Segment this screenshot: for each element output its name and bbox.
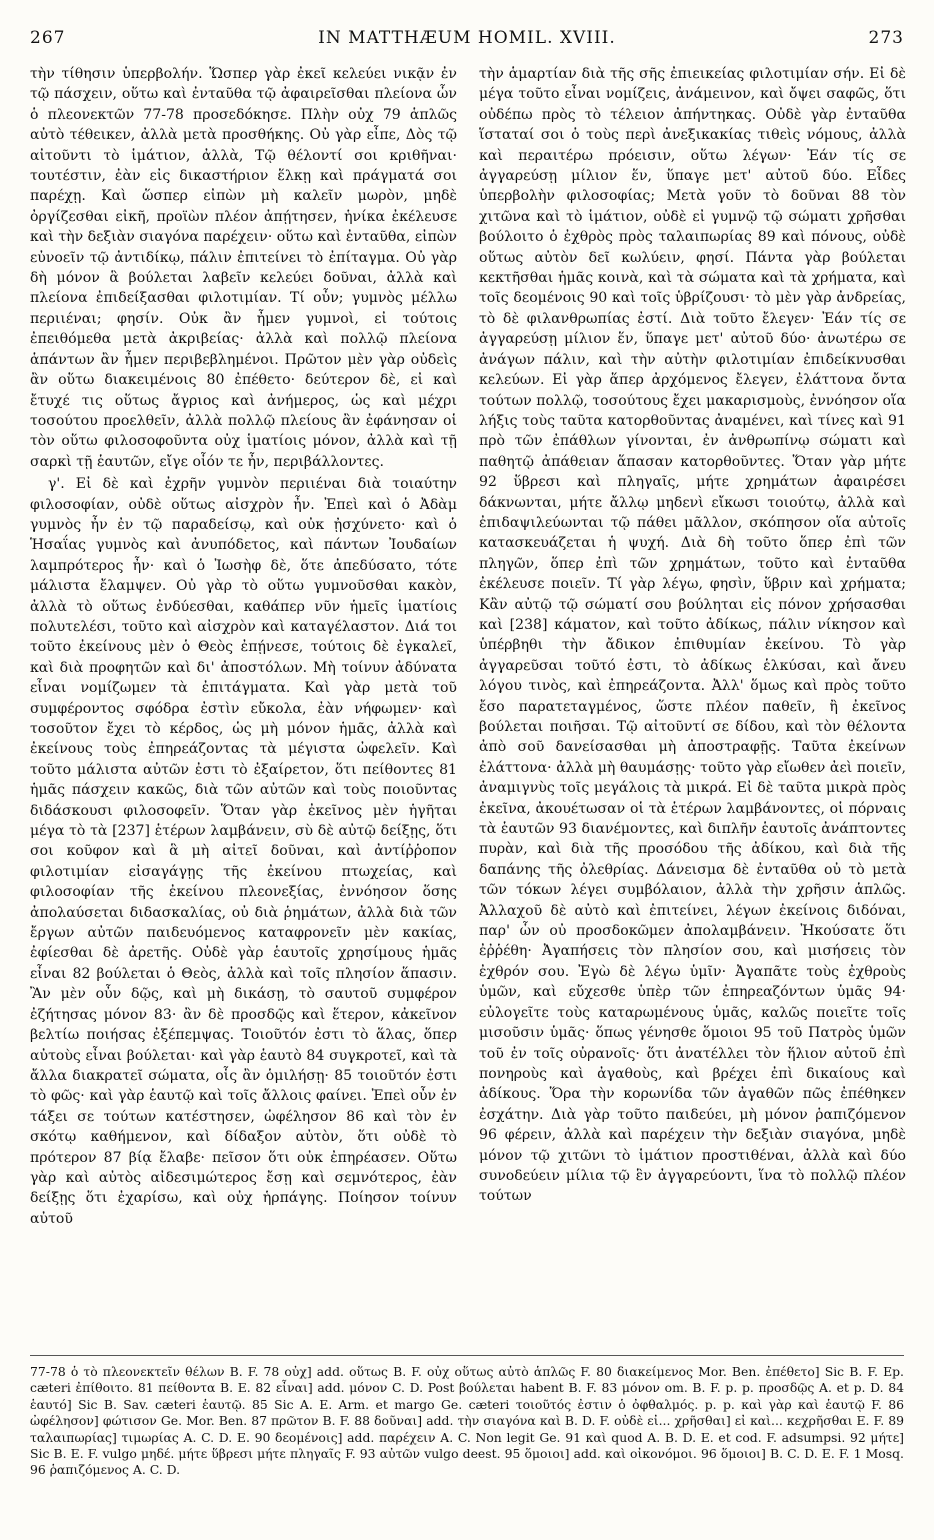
footnotes — [30, 1355, 904, 1539]
left-column — [30, 64, 457, 1319]
footnote-text: 77-78 ὁ τὸ πλεονεκτεῖν θέλων B. F. 78 οὐχ] add. οὕτως B. F. οὐχ οὕτως αὐτὸ ἁπλῶς F. 80 διακείμενος Mor. Ben. ἐπέθετο] Sic B. F. Ep. cæteri ἐπίθοιτο. 81 πείθοντα B. E. 82 εἶναι] add. μόνον C. D. Post βούλεται habent B. F. 83 μόνον om. B. F. p. p. προσδῷς A. et p. D. 84 ἑαυτό] Sic B. Sav. cæteri ἑαυτῷ. 85 Sic A. E. Arm. et margo Ge. cæteri τοιοῦτός ἐστιν ὁ ὀφθαλμός. p. p. καὶ γὰρ καὶ ἑαυτῷ F. 86 ὠφέλησον] φώτισον Ge. Mor. Ben. 87 πρῶτον B. F. 88 δοῦναι] add. τὴν σιαγόνα καὶ B. D. F. οὐδὲ εἰ... χρῆσθαι] εἰ καὶ... κεχρῆσθαι E. F. 89 ταλαιπωρίας] τιμωρίας A. C. D. E. 90 δεομένοις] add. παρέχειν A. C. Non legit Ge. 91 καὶ quod A. B. D. E. et cod. F. adsumpsi. 92 μήτε] Sic B. E. F. vulgo μηδέ. μήτε ὕβρεσι μήτε πληγαῖς F. 93 αὐτῶν vulgo deest. 95 ὅμοιοι] add. καὶ οἰκονόμοι. 96 ὅμοιοι] B. C. D. E. F. 1 Mosq. 96 ῥαπιζόμενος A. C. D. — [30, 1364, 904, 1478]
page-number-right: 273 — [868, 28, 904, 48]
paragraph: τὴν τίθησιν ὑπερβολήν. Ὥσπερ γὰρ ἐκεῖ κελεύει νικᾷν ἐν τῷ πάσχειν, οὕτω καὶ ἐνταῦθα τῷ ἀφαιρεῖσθαι πλείονα ὧν ὁ πλεονεκτῶν 77-78 προσεδόκησε. Πλὴν οὐχ 79 ἁπλῶς αὐτὸ τέθεικεν, ἀλλὰ μετὰ προσθήκης. Οὐ γὰρ εἶπε, Δὸς τῷ αἰτοῦντι τὸ ἱμάτιον, ἀλλὰ, Τῷ θέλοντί σοι κριθῆναι· τουτέστιν, ἐὰν εἰς δικαστήριον ἕλκῃ καὶ πράγματά σοι παρέχῃ. Καὶ ὥσπερ εἰπὼν μὴ καλεῖν μωρὸν, μηδὲ ὀργίζεσθαι εἰκῆ, προϊὼν πλέον ἀπῄτησεν, ἡνίκα ἐκέλευσε καὶ τὴν δεξιὰν σιαγόνα παρέχειν· οὕτω καὶ ἐνταῦθα, εἰπὼν εὐνοεῖν τῷ ἀντιδίκῳ, πάλιν ἐπιτείνει τὸ ἐπίταγμα. Οὐ γὰρ δὴ μόνον ἃ βούλεται λαβεῖν κελεύει δοῦναι, ἀλλὰ καὶ πλείονα ἐπιδείξασθαι φιλοτιμίαν. Τί οὖν; γυμνὸς μέλλω περιιέναι; φησίν. Οὐκ ἂν ἦμεν γυμνοὶ, εἰ τούτοις ἐπειθόμεθα μετὰ ἀκριβείας· ἀλλὰ καὶ πολλῷ πλείονα ἁπάντων ἂν ἦμεν περιβεβλημένοι. Πρῶτον μὲν γὰρ οὐδεὶς ἂν οὕτω διακειμένοις 80 ἐπέθετο· δεύτερον δὲ, εἰ καὶ ἔτυχέ τις οὕτως ἄγριος καὶ ἀνήμερος, ὡς καὶ μέχρι τοσούτου προελθεῖν, ἀλλὰ πολλῷ πλείους ἂν ἐφάνησαν οἱ τὸν οὕτω φιλοσοφοῦντα οὐχ ἱματίοις μόνον, ἀλλὰ καὶ τῇ σαρκὶ τῇ ἑαυτῶν, εἴγε οἷόν τε ἦν, περιβάλλοντες. — [30, 66, 457, 470]
right-column — [479, 64, 906, 1319]
paragraph: τὴν ἁμαρτίαν διὰ τῆς σῆς ἐπιεικείας φιλοτιμίαν σήν. Εἰ δὲ μέγα τοῦτο εἶναι νομίζεις, ἀνάμεινον, καὶ ὄψει σαφῶς, ὅτι οὐδέπω πρὸς τὸ τέλειον ἀπήντηκας. Οὐδὲ γὰρ ἐνταῦθα ἵσταταί σοι ὁ τοὺς περὶ ἀνεξικακίας τιθεὶς νόμους, ἀλλὰ καὶ περαιτέρω πρόεισιν, οὕτω λέγων· Ἐάν τίς σε ἀγγαρεύσῃ μίλιον ἕν, ὕπαγε μετ' αὐτοῦ δύο. Εἶδες ὑπερβολὴν φιλοσοφίας; Μετὰ γοῦν τὸ δοῦναι 88 τὸν χιτῶνα καὶ τὸ ἱμάτιον, οὐδὲ εἰ γυμνῷ τῷ σώματι χρῆσθαι βούλοιτο ὁ ἐχθρὸς πρὸς ταλαιπωρίας 89 καὶ πόνους, οὐδὲ οὕτως αὐτὸν δεῖ κωλύειν, φησί. Πάντα γὰρ βούλεται κεκτῆσθαι ἡμᾶς κοινὰ, καὶ τὰ σώματα καὶ τὰ χρήματα, καὶ τοῖς δεομένοις 90 καὶ τοῖς ὑβρίζουσι· τὸ μὲν γὰρ ἀνδρείας, τὸ δὲ φιλανθρωπίας ἐστί. Διὰ τοῦτο ἔλεγεν· Ἐάν τίς σε ἀγγαρεύσῃ μίλιον ἕν, ὕπαγε μετ' αὐτοῦ δύο· ἀνωτέρω σε ἀνάγων πάλιν, καὶ τὴν αὐτὴν φιλοτιμίαν ἐπιδείκνυσθαι κελεύων. Εἰ γὰρ ἅπερ ἀρχόμενος ἔλεγεν, ἐλάττονα ὄντα τούτων πολλῷ, τοσούτους ἔχει μακαρισμοὺς, ἐννόησον οἵα λήξις τοὺς ταῦτα κατορθοῦντας ἀναμένει, καὶ τίνες καὶ 91 πρὸ τῶν ἐπάθλων γίνονται, ἐν ἀνθρωπίνῳ σώματι καὶ παθητῷ ἀπάθειαν ἅπασαν κατορθοῦντες. Ὅταν γὰρ μήτε 92 ὕβρεσι καὶ πληγαῖς, μήτε χρημάτων ἀφαιρέσει δάκνωνται, μήτε ἄλλῳ μηδενὶ εἴκωσι τοιούτῳ, ἀλλὰ καὶ ἐπιδαψιλεύωνται τῷ πάθει μᾶλλον, σκόπησον οἵα αὐτοῖς κατασκευάζεται ἡ ψυχή. Διὰ δὴ τοῦτο ὅπερ ἐπὶ τῶν πληγῶν, ὅπερ ἐπὶ τῶν χρημάτων, τοῦτο καὶ ἐνταῦθα ἐκέλευσε ποιεῖν. Τί γὰρ λέγω, φησὶν, ὕβριν καὶ χρήματα; Κἂν αὐτῷ τῷ σώματί σου βούληται εἰς πόνον χρήσασθαι καὶ [238] κάματον, καὶ τοῦτο ἀδίκως, πάλιν νίκησον καὶ ὑπέρβηθι τὴν ἄδικον ἐπιθυμίαν ἐκείνου. Τὸ γὰρ ἀγγαρεῦσαι τοῦτό ἐστι, τὸ ἀδίκως ἑλκύσαι, καὶ ἄνευ λόγου τινὸς, καὶ ἐπηρεάζοντα. Ἀλλ' ὅμως καὶ πρὸς τοῦτο ἔσο παρατεταγμένος, ὥστε πλέον παθεῖν, ἢ ἐκεῖνος βούλεται ποιῆσαι. Τῷ αἰτοῦντί σε δίδου, καὶ τὸν θέλοντα ἀπὸ σοῦ δανείσασθαι μὴ ἀποστραφῇς. Ταῦτα ἐκείνων ἐλάττονα· ἀλλὰ μὴ θαυμάσῃς· τοῦτο γὰρ εἴωθεν ἀεὶ ποιεῖν, ἀναμιγνὺς τοῖς μεγάλοις τὰ μικρά. Εἰ δὲ ταῦτα μικρὰ πρὸς ἐκεῖνα, ἀκουέτωσαν οἱ τὰ ἑτέρων λαμβάνοντες, οἱ πόρναις τὰ ἑαυτῶν 93 διανέμοντες, καὶ διπλῆν ἑαυτοῖς ἀνάπτοντες πυρὰν, καὶ διὰ τῆς προσόδου τῆς ἀδίκου, καὶ διὰ τῆς δαπάνης τῆς ὀλεθρίας. Δάνεισμα δὲ ἐνταῦθα οὐ τὸ μετὰ τῶν τόκων λέγει συμβόλαιον, ἀλλὰ τὴν χρῆσιν ἁπλῶς. Ἀλλαχοῦ δὲ αὐτὸ καὶ ἐπιτείνει, λέγων ἐκείνοις διδόναι, παρ' ὧν οὐ προσδοκῶμεν ἀπολαμβάνειν. Ἠκούσατε ὅτι ἐῤῥέθη· Ἀγαπήσεις τὸν πλησίον σου, καὶ μισήσεις τὸν ἐχθρόν σου. Ἐγὼ δὲ λέγω ὑμῖν· Ἀγαπᾶτε τοὺς ἐχθροὺς ὑμῶν, καὶ εὔχεσθε ὑπὲρ τῶν ἐπηρεαζόντων ὑμᾶς 94· εὐλογεῖτε τοὺς καταρωμένους ὑμᾶς, καλῶς ποιεῖτε τοῖς μισοῦσιν ὑμᾶς· ὅπως γένησθε ὅμοιοι 95 τοῦ Πατρὸς ὑμῶν τοῦ ἐν τοῖς οὐρανοῖς· ὅτι ἀνατέλλει τὸν ἥλιον αὐτοῦ ἐπὶ πονηροὺς καὶ ἀγαθοὺς, καὶ βρέχει ἐπὶ δικαίους καὶ ἀδίκους. Ὅρα τὴν κορωνίδα τῶν ἀγαθῶν πῶς ἐπέθηκεν ἐσχάτην. Διὰ γὰρ τοῦτο παιδεύει, μὴ μόνον ῥαπιζόμενον 96 φέρειν, ἀλλὰ καὶ παρέχειν τὴν δεξιὰν σιαγόνα, μηδὲ μόνον τῷ χιτῶνι τὸ ἱμάτιον προστιθέναι, ἀλλὰ καὶ δύο συνοδεύειν μίλια τῷ ἓν ἀγγαρεύοντι, ἵνα τὸ πολλῷ πλέον τούτων — [479, 66, 906, 1205]
text-columns — [30, 64, 906, 1319]
paragraph: γ'. Εἰ δὲ καὶ ἐχρῆν γυμνὸν περιιέναι διὰ τοιαύτην φιλοσοφίαν, οὐδὲ οὕτως αἰσχρὸν ἦν. Ἐπεὶ καὶ ὁ Ἀδὰμ γυμνὸς ἦν ἐν τῷ παραδείσῳ, καὶ οὐκ ᾐσχύνετο· καὶ ὁ Ἡσαΐας γυμνὸς καὶ ἀνυπόδετος, καὶ πάντων Ἰουδαίων λαμπρότερος ἦν· καὶ ὁ Ἰωσὴφ δὲ, ὅτε ἀπεδύσατο, τότε μάλιστα ἔλαμψεν. Οὐ γὰρ τὸ οὕτω γυμνοῦσθαι κακὸν, ἀλλὰ τὸ οὕτως ἐνδύεσθαι, καθάπερ νῦν ἡμεῖς ἱματίοις πολυτελέσι, τοῦτο καὶ αἰσχρὸν καὶ καταγέλαστον. Διά τοι τοῦτο ἐκείνους μὲν ὁ Θεὸς ἐπῄνεσε, τούτοις δὲ ἐγκαλεῖ, καὶ διὰ προφητῶν καὶ δι' ἀποστόλων. Μὴ τοίνυν ἀδύνατα εἶναι νομίζωμεν τὰ ἐπιτάγματα. Καὶ γὰρ μετὰ τοῦ συμφέροντος σφόδρα ἐστὶν εὔκολα, ἐὰν νήφωμεν· καὶ τοσοῦτον ἔχει τὸ κέρδος, ὡς μὴ μόνον ἡμᾶς, ἀλλὰ καὶ ἐκείνους τοὺς ἐπηρεάζοντας τὰ μέγιστα ὠφελεῖν. Καὶ τοῦτο μάλιστα αὐτῶν ἐστι τὸ ἐξαίρετον, ὅτι πείθοντες 81 ἡμᾶς πάσχειν κακῶς, διὰ τῶν αὐτῶν καὶ τοὺς ποιοῦντας διδάσκουσι φιλοσοφεῖν. Ὅταν γὰρ ἐκεῖνος μὲν ἡγῆται μέγα τὸ τὰ [237] ἑτέρων λαμβάνειν, σὺ δὲ αὐτῷ δείξῃς, ὅτι σοι κοῦφον καὶ ἃ μὴ αἰτεῖ δοῦναι, καὶ ἀντίῤῥοπον φιλοτιμίαν εἰσαγάγῃς τῆς ἐκείνου πτωχείας, καὶ φιλοσοφίαν τῆς ἐκείνου πλεονεξίας, ἐννόησον ὅσης ἀπολαύσεται διδασκαλίας, οὐ διὰ ῥημάτων, ἀλλὰ διὰ τῶν ἔργων αὐτῶν παιδευόμενος καταφρονεῖν μὲν κακίας, ἐφίεσθαι δὲ ἀρετῆς. Οὐδὲ γὰρ ἑαυτοῖς χρησίμους ἡμᾶς εἶναι 82 βούλεται ὁ Θεὸς, ἀλλὰ καὶ τοῖς πλησίον ἅπασιν. Ἂν μὲν οὖν δῷς, καὶ μὴ δικάσῃ, τὸ σαυτοῦ συμφέρον ἐζήτησας μόνον 83· ἂν δὲ προσδῷς καὶ ἕτερον, κἀκεῖνον βελτίω ποιήσας ἐξέπεμψας. Τοιοῦτόν ἐστι τὸ ἅλας, ὅπερ αὐτοὺς εἶναι βούλεται· καὶ γὰρ ἑαυτὸ 84 συγκροτεῖ, καὶ τὰ ἄλλα διακρατεῖ σώματα, οἷς ἂν ὁμιλήσῃ· 85 τοιοῦτόν ἐστι τὸ φῶς· καὶ γὰρ ἑαυτῷ καὶ τοῖς ἄλλοις φαίνει. Ἐπεὶ οὖν ἐν τάξει σε τούτων κατέστησεν, ὠφέλησον 86 καὶ τὸν ἐν σκότῳ καθήμενον, καὶ δίδαξον αὐτὸν, ὅτι οὐδὲ τὸ πρότερον 87 βίᾳ ἔλαβε· πεῖσον ὅτι οὐκ ἐπηρέασεν. Οὕτω γὰρ καὶ αὐτὸς αἰδεσιμώτερος ἔσῃ καὶ σεμνότερος, ἐὰν δείξῃς ὅτι ἐχαρίσω, καὶ οὐχ ἡρπάγης. Ποίησον τοίνυν αὐτοῦ — [30, 476, 457, 1227]
running-head — [30, 28, 904, 56]
running-title: IN MATTHÆUM HOMIL. XVIII. — [318, 28, 616, 48]
page-number-left: 267 — [30, 28, 66, 48]
